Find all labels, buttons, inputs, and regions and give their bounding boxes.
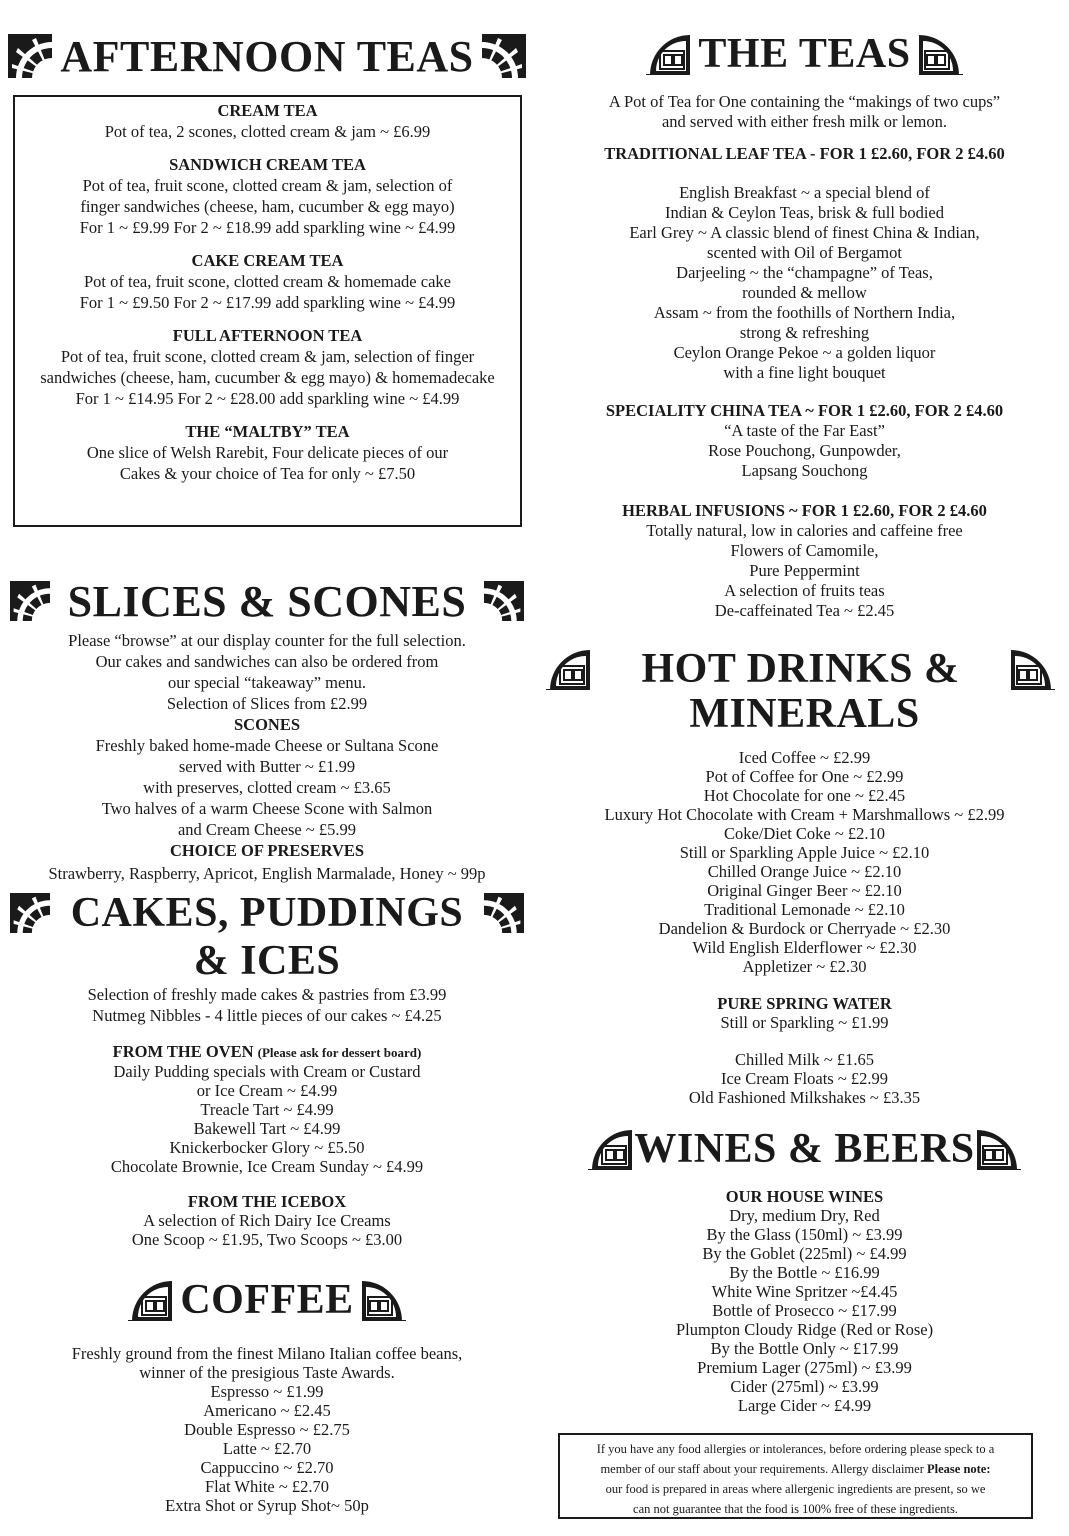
sunburst-right-icon	[484, 581, 524, 621]
cake-cream-tea-title: CAKE CREAM TEA	[191, 251, 344, 270]
preserves-list: Strawberry, Raspberry, Apricot, English Marmalade, Honey ~ 99p	[48, 864, 486, 883]
section-title: HOT DRINKS &	[641, 646, 960, 692]
cake-cream-tea-price: For 1 ~ £9.50 For 2 ~ £17.99 add sparkling wine ~ £4.99	[79, 293, 456, 312]
section-title: CAKES, PUDDINGS	[70, 890, 464, 936]
wine-item: By the Bottle Only ~ £17.99	[710, 1339, 899, 1358]
section-title: THE TEAS	[698, 31, 911, 77]
leaf-tea-item: strong & refreshing	[739, 323, 870, 342]
leaf-tea-item: Assam ~ from the foothills of Northern India,	[653, 303, 956, 322]
sunburst-right-icon	[484, 893, 524, 933]
hot-drink-item: Luxury Hot Chocolate with Cream + Marshmallows ~ £2.99	[604, 805, 1005, 824]
from-oven-note: (Please ask for dessert board)	[257, 1045, 422, 1060]
coffee-intro: Freshly ground from the finest Milano Italian coffee beans,	[71, 1344, 463, 1363]
herbal-item: Flowers of Camomile,	[730, 541, 879, 560]
sunburst-left-icon	[10, 893, 50, 933]
oven-item: Treacle Tart ~ £4.99	[200, 1100, 334, 1119]
wine-item: Plumpton Cloudy Ridge (Red or Rose)	[675, 1320, 934, 1339]
herbal-item: Totally natural, low in calories and caffeine free	[646, 521, 963, 540]
cakes-section	[0, 888, 534, 1249]
leaf-tea-item: with a fine light bouquet	[723, 363, 886, 382]
leaf-tea-item: Darjeeling ~ the “champagne” of Teas,	[676, 263, 933, 282]
wine-item: Dry, medium Dry, Red	[729, 1206, 880, 1225]
china-tea-title: SPECIALITY CHINA TEA ~ FOR 1 £2.60, FOR 2 £4.60	[605, 401, 1004, 420]
scones-item: Freshly baked home-made Cheese or Sultana Scone	[95, 736, 439, 755]
hot-drink-item: Hot Chocolate for one ~ £2.45	[703, 786, 906, 805]
herbal-item: Pure Peppermint	[749, 561, 860, 580]
oven-item: Knickerbocker Glory ~ £5.50	[169, 1138, 365, 1157]
sunburst-left-icon	[10, 581, 50, 621]
hot-drink-item: Wild English Elderflower ~ £2.30	[692, 938, 917, 957]
teas-intro: and served with either fresh milk or lemon.	[661, 112, 947, 131]
china-tea-item: Rose Pouchong, Gunpowder,	[708, 441, 901, 460]
hot-drinks-heading	[540, 646, 1069, 692]
wine-item: White Wine Spritzer ~£4.45	[711, 1282, 898, 1301]
section-title: WINES & BEERS	[634, 1126, 975, 1172]
icebox-item: One Scoop ~ £1.95, Two Scoops ~ £3.00	[131, 1230, 403, 1249]
sandwich-cream-tea-price: For 1 ~ £9.99 For 2 ~ £18.99 add sparkling wine ~ £4.99	[79, 218, 456, 237]
sunburst-right-icon	[482, 34, 526, 78]
wine-item: By the Goblet (225ml) ~ £4.99	[702, 1244, 907, 1263]
milk-item: Chilled Milk ~ £1.65	[734, 1050, 875, 1069]
coffee-item: Extra Shot or Syrup Shot~ 50p	[165, 1496, 369, 1515]
house-wines-title: OUR HOUSE WINES	[725, 1187, 884, 1206]
coffee-heading	[0, 1276, 534, 1324]
slices-text: our special “takeaway” menu.	[168, 673, 366, 692]
art-deco-fan-left-icon	[584, 1128, 632, 1170]
allergy-text: If you have any food allergies or intolerances, before ordering please speck to a	[596, 1442, 995, 1456]
cakes-item: Selection of freshly made cakes & pastries from £3.99	[87, 985, 447, 1004]
wines-section	[540, 1124, 1069, 1415]
wine-item: By the Glass (150ml) ~ £3.99	[706, 1225, 903, 1244]
scones-item: and Cream Cheese ~ £5.99	[177, 820, 356, 839]
spring-water-title: PURE SPRING WATER	[717, 994, 892, 1013]
full-afternoon-tea-desc: Pot of tea, fruit scone, clotted cream & jam, selection of finger	[60, 347, 475, 366]
scones-title: SCONES	[233, 715, 301, 734]
preserves-title: CHOICE OF PRESERVES	[169, 841, 365, 860]
art-deco-fan-left-icon	[542, 648, 590, 690]
left-column	[0, 0, 534, 1515]
scones-item: served with Butter ~ £1.99	[178, 757, 356, 776]
allergy-disclaimer-box	[558, 1433, 1033, 1519]
hot-drink-item: Still or Sparkling Apple Juice ~ £2.10	[679, 843, 930, 862]
coffee-item: Flat White ~ £2.70	[204, 1477, 330, 1496]
art-deco-fan-left-icon	[124, 1279, 172, 1321]
leaf-tea-item: Ceylon Orange Pekoe ~ a golden liquor	[673, 343, 936, 362]
leaf-tea-title: TRADITIONAL LEAF TEA - FOR 1 £2.60, FOR 2 £4.60	[604, 144, 1005, 163]
leaf-tea-item: Earl Grey ~ A classic blend of finest China & Indian,	[629, 223, 980, 242]
wine-item: Bottle of Prosecco ~ £17.99	[712, 1301, 897, 1320]
sandwich-cream-tea-desc: Pot of tea, fruit scone, clotted cream & jam, selection of	[82, 176, 453, 195]
section-title: & ICES	[193, 938, 341, 984]
cake-cream-tea-desc: Pot of tea, fruit scone, clotted cream & homemade cake	[84, 272, 451, 291]
slices-price: Selection of Slices from £2.99	[166, 694, 368, 713]
coffee-item: Latte ~ £2.70	[222, 1439, 312, 1458]
allergy-text: can not guarantee that the food is 100% free of these ingredients.	[633, 1502, 958, 1516]
hot-drink-item: Appletizer ~ £2.30	[742, 957, 867, 976]
hot-drink-item: Coke/Diet Coke ~ £2.10	[723, 824, 886, 843]
art-deco-fan-right-icon	[1011, 648, 1059, 690]
hot-drink-item: Pot of Coffee for One ~ £2.99	[705, 767, 904, 786]
sandwich-cream-tea-desc: finger sandwiches (cheese, ham, cucumber & egg mayo)	[80, 197, 455, 216]
the-teas-heading	[540, 30, 1069, 78]
hot-drink-item: Traditional Lemonade ~ £2.10	[704, 900, 905, 919]
wine-item: Large Cider ~ £4.99	[737, 1396, 872, 1415]
section-title: MINERALS	[689, 691, 920, 737]
section-title: COFFEE	[180, 1277, 354, 1323]
right-column	[540, 0, 1069, 1516]
slices-scones-heading	[0, 572, 534, 630]
hot-drink-item: Chilled Orange Juice ~ £2.10	[707, 862, 902, 881]
maltby-tea-title: THE “MALTBY” TEA	[185, 422, 350, 441]
art-deco-fan-right-icon	[919, 33, 967, 75]
teas-section	[540, 92, 1069, 621]
afternoon-teas-heading	[0, 28, 534, 84]
wines-beers-heading	[540, 1124, 1069, 1174]
hot-drinks-section	[540, 646, 1069, 1107]
slices-text: Our cakes and sandwiches can also be ordered from	[95, 652, 439, 671]
art-deco-fan-right-icon	[362, 1279, 410, 1321]
china-tea-item: “A taste of the Far East”	[724, 421, 885, 440]
art-deco-fan-right-icon	[977, 1128, 1025, 1170]
coffee-item: Cappuccino ~ £2.70	[200, 1458, 334, 1477]
allergy-text: our food is prepared in areas where allergenic ingredients are present, so we	[605, 1482, 986, 1496]
afternoon-teas-box	[13, 95, 522, 527]
herbal-item: De-caffeinated Tea ~ £2.45	[714, 601, 895, 620]
wine-item: By the Bottle ~ £16.99	[729, 1263, 880, 1282]
coffee-item: Espresso ~ £1.99	[210, 1382, 324, 1401]
cream-tea-title: CREAM TEA	[217, 101, 318, 120]
please-note-label: Please note:	[927, 1462, 991, 1476]
coffee-intro: winner of the presigious Taste Awards.	[139, 1363, 395, 1382]
wine-item: Cider (275ml) ~ £3.99	[730, 1377, 879, 1396]
oven-item: Bakewell Tart ~ £4.99	[193, 1119, 341, 1138]
allergy-text	[560, 1459, 1031, 1479]
herbal-title: HERBAL INFUSIONS ~ FOR 1 £2.60, FOR 2 £4.60	[622, 501, 987, 520]
milk-item: Old Fashioned Milkshakes ~ £3.35	[688, 1088, 921, 1107]
full-afternoon-tea-title: FULL AFTERNOON TEA	[172, 326, 363, 345]
from-oven-label: FROM THE OVEN	[112, 1042, 254, 1061]
spring-water-item: Still or Sparkling ~ £1.99	[720, 1013, 889, 1032]
leaf-tea-item: English Breakfast ~ a special blend of	[679, 183, 930, 202]
scones-item: Two halves of a warm Cheese Scone with Salmon	[101, 799, 433, 818]
leaf-tea-item: Indian & Ceylon Teas, brisk & full bodied	[664, 203, 944, 222]
from-oven-title	[0, 1042, 534, 1062]
full-afternoon-tea-price: For 1 ~ £14.95 For 2 ~ £28.00 add sparkling wine ~ £4.99	[75, 389, 460, 408]
china-tea-item: Lapsang Souchong	[741, 461, 868, 480]
hot-drink-item: Original Ginger Beer ~ £2.10	[707, 881, 902, 900]
hot-drinks-heading-line2	[540, 692, 1069, 736]
full-afternoon-tea-desc: sandwiches (cheese, ham, cucumber & egg mayo) & homemadecake	[40, 368, 495, 387]
icebox-item: A selection of Rich Dairy Ice Creams	[143, 1211, 391, 1230]
cakes-item: Nutmeg Nibbles - 4 little pieces of our cakes ~ £4.25	[92, 1006, 442, 1025]
art-deco-fan-left-icon	[642, 33, 690, 75]
scones-item: with preserves, clotted cream ~ £3.65	[143, 778, 391, 797]
oven-item: Chocolate Brownie, Ice Cream Sunday ~ £4.99	[110, 1157, 424, 1176]
herbal-item: A selection of fruits teas	[724, 581, 885, 600]
hot-drink-item: Iced Coffee ~ £2.99	[738, 748, 871, 767]
slices-text: Please “browse” at our display counter for the full selection.	[68, 631, 466, 650]
oven-item: Daily Pudding specials with Cream or Custard	[113, 1062, 421, 1081]
maltby-tea-price: Cakes & your choice of Tea for only ~ £7.50	[119, 464, 416, 483]
allergy-text-part: member of our staff about your requirements. Allergy disclaimer	[600, 1462, 927, 1476]
sunburst-left-icon	[8, 34, 52, 78]
section-title: SLICES & SCONES	[67, 576, 467, 626]
leaf-tea-item: scented with Oil of Bergamot	[707, 243, 902, 262]
sandwich-cream-tea-title: SANDWICH CREAM TEA	[169, 155, 366, 174]
milk-item: Ice Cream Floats ~ £2.99	[720, 1069, 888, 1088]
wine-item: Premium Lager (275ml) ~ £3.99	[697, 1358, 912, 1377]
cakes-heading	[0, 888, 534, 938]
cakes-heading-line2	[0, 938, 534, 984]
leaf-tea-item: rounded & mellow	[742, 283, 867, 302]
coffee-item: Double Espresso ~ £2.75	[184, 1420, 350, 1439]
coffee-section	[0, 1276, 534, 1515]
oven-item: or Ice Cream ~ £4.99	[196, 1081, 338, 1100]
maltby-tea-desc: One slice of Welsh Rarebit, Four delicate pieces of our	[86, 443, 449, 462]
coffee-item: Americano ~ £2.45	[203, 1401, 331, 1420]
icebox-title: FROM THE ICEBOX	[187, 1192, 347, 1211]
cream-tea-desc: Pot of tea, 2 scones, clotted cream & jam ~ £6.99	[104, 122, 431, 141]
hot-drink-item: Dandelion & Burdock or Cherryade ~ £2.30	[658, 919, 951, 938]
teas-intro: A Pot of Tea for One containing the “makings of two cups”	[608, 92, 1001, 111]
section-title: AFTERNOON TEAS	[60, 31, 474, 81]
slices-scones-section	[0, 572, 534, 884]
